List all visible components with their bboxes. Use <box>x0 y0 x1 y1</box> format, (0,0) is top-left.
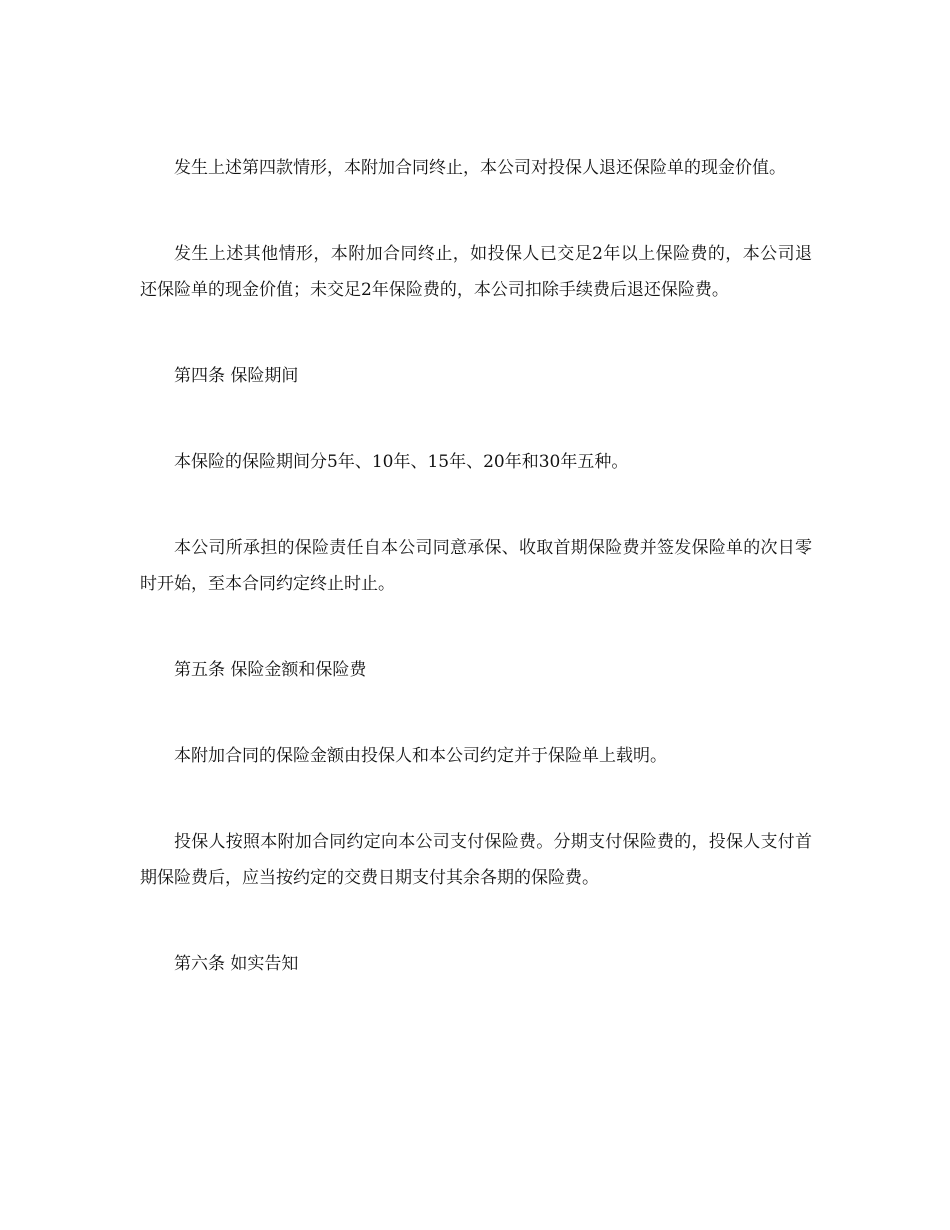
paragraph-premium-payment: 投保人按照本附加合同约定向本公司支付保险费。分期支付保险费的，投保人支付首期保险费后，应当按约定的交费日期支付其余各期的保险费。 <box>140 832 812 888</box>
section-heading-article-5: 第五条 保险金额和保险费 <box>174 660 367 680</box>
section-heading-article-6: 第六条 如实告知 <box>174 954 299 974</box>
paragraph-termination-fourth-case: 发生上述第四款情形，本附加合同终止，本公司对投保人退还保险单的现金价值。 <box>174 158 786 178</box>
paragraph-coverage-start: 本公司所承担的保险责任自本公司同意承保、收取首期保险费并签发保险单的次日零时开始，至本合同约定终止时止。 <box>140 538 812 594</box>
paragraph-sum-insured: 本附加合同的保险金额由投保人和本公司约定并于保险单上载明。 <box>174 746 667 766</box>
section-heading-article-4: 第四条 保险期间 <box>174 366 299 386</box>
paragraph-insurance-period-options: 本保险的保险期间分5年、10年、15年、20年和30年五种。 <box>174 452 629 472</box>
paragraph-termination-other-cases: 发生上述其他情形，本附加合同终止，如投保人已交足2年以上保险费的，本公司退还保险单的现金价值；未交足2年保险费的，本公司扣除手续费后退还保险费。 <box>140 244 812 300</box>
document-body <box>140 150 812 1032</box>
